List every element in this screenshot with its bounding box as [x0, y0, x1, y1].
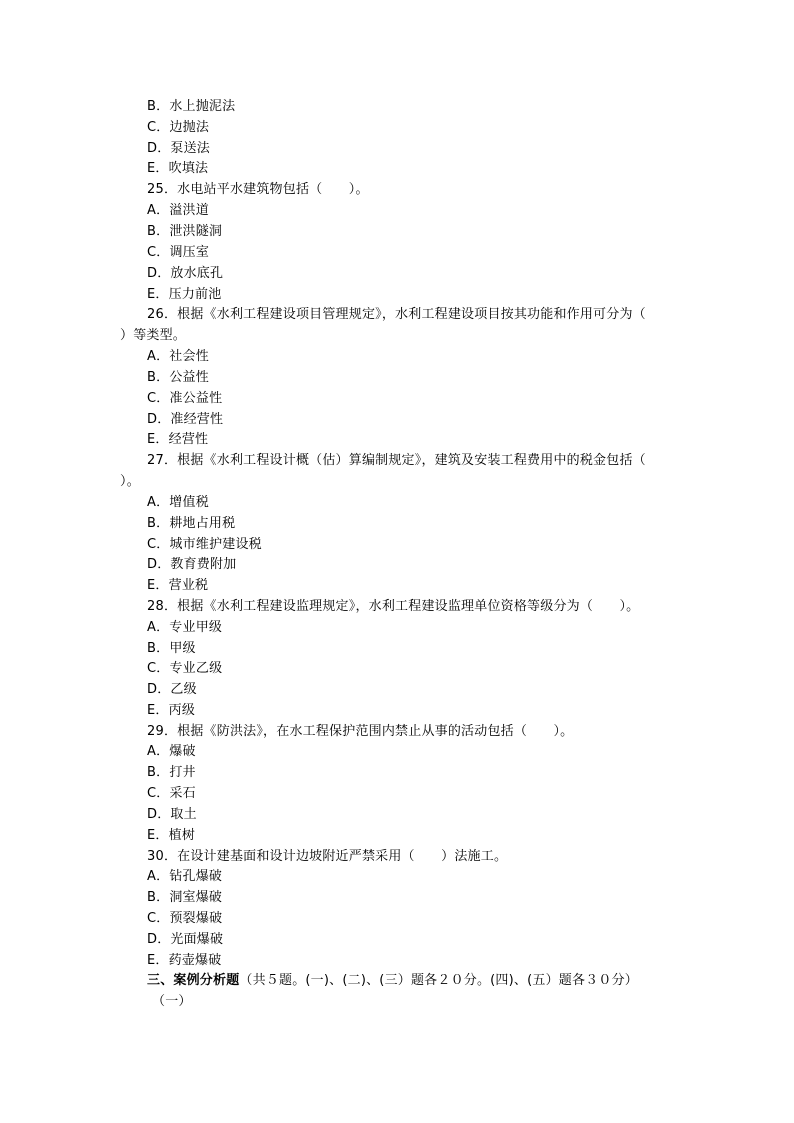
section-note: （共５题。(一)、(二)、(三）题各２０分。(四)、(五）题各３０分） [239, 973, 638, 988]
option-line: C．城市维护建设税 [147, 537, 262, 552]
option-line: A．钻孔爆破 [147, 869, 223, 884]
option-line: B．水上抛泥法 [147, 99, 236, 114]
option-line: D．泵送法 [147, 141, 211, 156]
option-line: E．丙级 [147, 703, 196, 718]
option-line: E．药壶爆破 [147, 953, 222, 968]
option-line: A．溢洪道 [147, 203, 209, 218]
option-line: B．甲级 [147, 641, 196, 656]
question-28: 28．根据《水利工程建设监理规定》，水利工程建设监理单位资格等级分为（ ）。 [147, 599, 640, 614]
option-line: B．公益性 [147, 370, 209, 385]
option-line: D．取土 [147, 807, 197, 822]
option-line: A．社会性 [147, 349, 209, 364]
option-line: B．耕地占用税 [147, 516, 236, 531]
option-line: E．压力前池 [147, 287, 222, 302]
option-line: A．专业甲级 [147, 620, 223, 635]
question-25: 25．水电站平水建筑物包括（ ）。 [147, 182, 369, 197]
option-line: C．采石 [147, 786, 196, 801]
option-line: D．准经营性 [147, 412, 224, 427]
option-line: E．植树 [147, 828, 196, 843]
option-line: A．增值税 [147, 495, 209, 510]
option-line: C．预裂爆破 [147, 911, 223, 926]
question-29: 29．根据《防洪法》，在水工程保护范围内禁止从事的活动包括（ ）。 [147, 724, 574, 739]
question-26-cont: ）等类型。 [120, 328, 187, 343]
option-line: D．乙级 [147, 682, 197, 697]
option-line: D．教育费附加 [147, 557, 237, 572]
option-line: C．准公益性 [147, 391, 223, 406]
option-line: D．光面爆破 [147, 932, 224, 947]
option-line: B．泄洪隧洞 [147, 224, 223, 239]
option-line: A．爆破 [147, 744, 196, 759]
option-line: E．营业税 [147, 578, 209, 593]
option-line: B．打井 [147, 765, 196, 780]
option-line: B．洞室爆破 [147, 890, 223, 905]
option-line: E．经营性 [147, 432, 209, 447]
section-title: 三、案例分析题 [147, 973, 240, 988]
option-line: C．调压室 [147, 245, 210, 260]
question-27-cont: ）。 [120, 474, 140, 489]
option-line: C．边抛法 [147, 120, 210, 135]
option-line: D．放水底孔 [147, 266, 224, 281]
section-heading [147, 972, 638, 990]
option-line: C．专业乙级 [147, 661, 223, 676]
case-subheading: （一） [152, 994, 192, 1009]
option-line: E．吹填法 [147, 161, 209, 176]
question-30: 30．在设计建基面和设计边坡附近严禁采用（ ）法施工。 [147, 849, 508, 864]
question-27: 27．根据《水利工程设计概（估）算编制规定》，建筑及安装工程费用中的税金包括（ [147, 453, 646, 468]
question-26: 26．根据《水利工程建设项目管理规定》，水利工程建设项目按其功能和作用可分为（ [147, 307, 646, 322]
